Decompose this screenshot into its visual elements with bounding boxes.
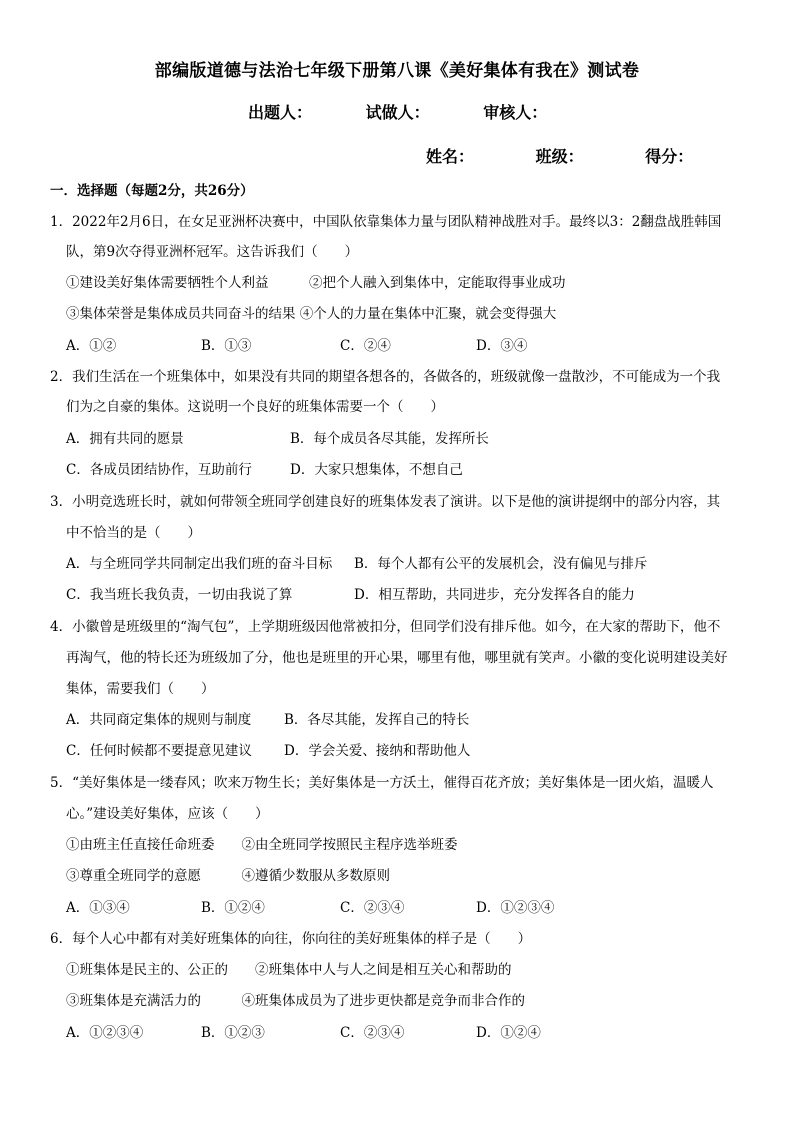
section-heading: 一．选择题（每题2分，共26分）	[50, 183, 254, 199]
tester-label: 试做人：	[365, 103, 430, 122]
setter-label: 出题人：	[248, 103, 313, 122]
q2-stem-line-1: 2．我们生活在一个班集体中，如果没有共同的期望各想各的，各做各的，班级就像一盘散沙，不可能成为一个我	[50, 369, 721, 385]
q6-option-c[interactable]: C．②③④	[340, 1025, 405, 1041]
q3-option-d[interactable]: D．相互帮助，共同进步，充分发挥各自的能力	[354, 587, 635, 603]
q6-stem-line-1: 6．每个人心中都有对美好班集体的向往，你向往的美好班集体的样子是（ ）	[50, 931, 532, 947]
q4-option-a[interactable]: A．共同商定集体的规则与制度	[66, 712, 252, 728]
q2-option-a[interactable]: A．拥有共同的愿景	[66, 431, 184, 447]
q4-stem-line-1: 4．小徽曾是班级里的“淘气包”，上学期班级因他常被扣分，但同学们没有排斥他。如今，在大家的帮助下，他不	[50, 619, 721, 635]
q3-option-b[interactable]: B．每个人都有公平的发展机会，没有偏见与排斥	[354, 556, 648, 572]
score-label: 得分：	[645, 147, 694, 166]
q3-stem-line-2: 中不恰当的是（ ）	[66, 525, 201, 541]
q6-option-d[interactable]: D．①②④	[476, 1025, 541, 1041]
q4-stem-line-2: 再淘气，他的特长还为班级加了分，他也是班里的开心果，哪里有他，哪里就有笑声。小徽的变化说明建设美好	[66, 650, 728, 666]
q6-statement-2: ③班集体是充满活力的 ④班集体成员为了进步更快都是竞争而非合作的	[66, 993, 525, 1009]
q3-option-a[interactable]: A．与全班同学共同制定出我们班的奋斗目标	[66, 556, 333, 572]
q5-option-d[interactable]: D．①②③④	[476, 900, 555, 916]
q4-option-b[interactable]: B．各尽其能，发挥自己的特长	[284, 712, 470, 728]
q4-stem-line-3: 集体，需要我们（ ）	[66, 681, 215, 697]
q3-option-c[interactable]: C．我当班长我负责，一切由我说了算	[66, 587, 293, 603]
q2-stem-line-2: 们为之自豪的集体。这说明一个良好的班集体需要一个（ ）	[66, 399, 444, 415]
q2-option-d[interactable]: D．大家只想集体，不想自己	[290, 462, 463, 478]
q6-statement-1: ①班集体是民主的、公正的 ②班集体中人与人之间是相互关心和帮助的	[66, 962, 512, 978]
q5-stem-line-2: 心。”建设美好集体，应该（ ）	[66, 806, 269, 822]
q1-stem-line-2: 队，第9次夺得亚洲杯冠军。这告诉我们（ ）	[66, 244, 359, 260]
q5-statement-1: ①由班主任直接任命班委 ②由全班同学按照民主程序选举班委	[66, 837, 458, 853]
q1-option-d[interactable]: D．③④	[476, 338, 528, 354]
q5-option-a[interactable]: A．①③④	[66, 900, 130, 916]
q1-statement-2: ③集体荣誉是集体成员共同奋斗的结果 ④个人的力量在集体中汇聚，就会变得强大	[66, 306, 557, 322]
q5-option-b[interactable]: B．①②④	[201, 900, 265, 916]
q1-option-a[interactable]: A．①②	[66, 338, 117, 354]
page-title: 部编版道德与法治七年级下册第八课《美好集体有我在》测试卷	[154, 61, 640, 81]
name-label: 姓名：	[426, 147, 475, 166]
q6-option-b[interactable]: B．①②③	[201, 1025, 265, 1041]
q4-option-d[interactable]: D．学会关爱、接纳和帮助他人	[284, 743, 471, 759]
q4-option-c[interactable]: C．任何时候都不要提意见建议	[66, 743, 252, 759]
staff-line	[248, 100, 595, 123]
q2-option-b[interactable]: B．每个成员各尽其能，发挥所长	[290, 431, 489, 447]
q1-option-c[interactable]: C．②④	[340, 338, 391, 354]
q1-stem-line-1: 1．2022年2月6日，在女足亚洲杯决赛中，中国队依靠集体力量与团队精神战胜对手。最终以3：2翻盘战胜韩国	[50, 214, 722, 230]
class-label: 班级：	[535, 147, 584, 166]
reviewer-label: 审核人：	[483, 103, 548, 122]
q1-option-b[interactable]: B．①③	[201, 338, 252, 354]
q5-stem-line-1: 5．“美好集体是一缕春风；吹来万物生长；美好集体是一方沃土，催得百花齐放；美好集体是一团火焰，温暖人	[50, 775, 714, 791]
q5-statement-2: ③尊重全班同学的意愿 ④遵循少数服从多数原则	[66, 868, 390, 884]
q5-option-c[interactable]: C．②③④	[340, 900, 405, 916]
q2-option-c[interactable]: C．各成员团结协作，互助前行	[66, 462, 252, 478]
student-line	[426, 144, 749, 167]
q1-statement-1: ①建设美好集体需要牺牲个人利益 ②把个人融入到集体中，定能取得事业成功	[66, 275, 566, 291]
q6-option-a[interactable]: A．①②③④	[66, 1025, 144, 1041]
q3-stem-line-1: 3．小明竞选班长时，就如何带领全班同学创建良好的班集体发表了演讲。以下是他的演讲提纲中的部分内容，其	[50, 494, 721, 510]
